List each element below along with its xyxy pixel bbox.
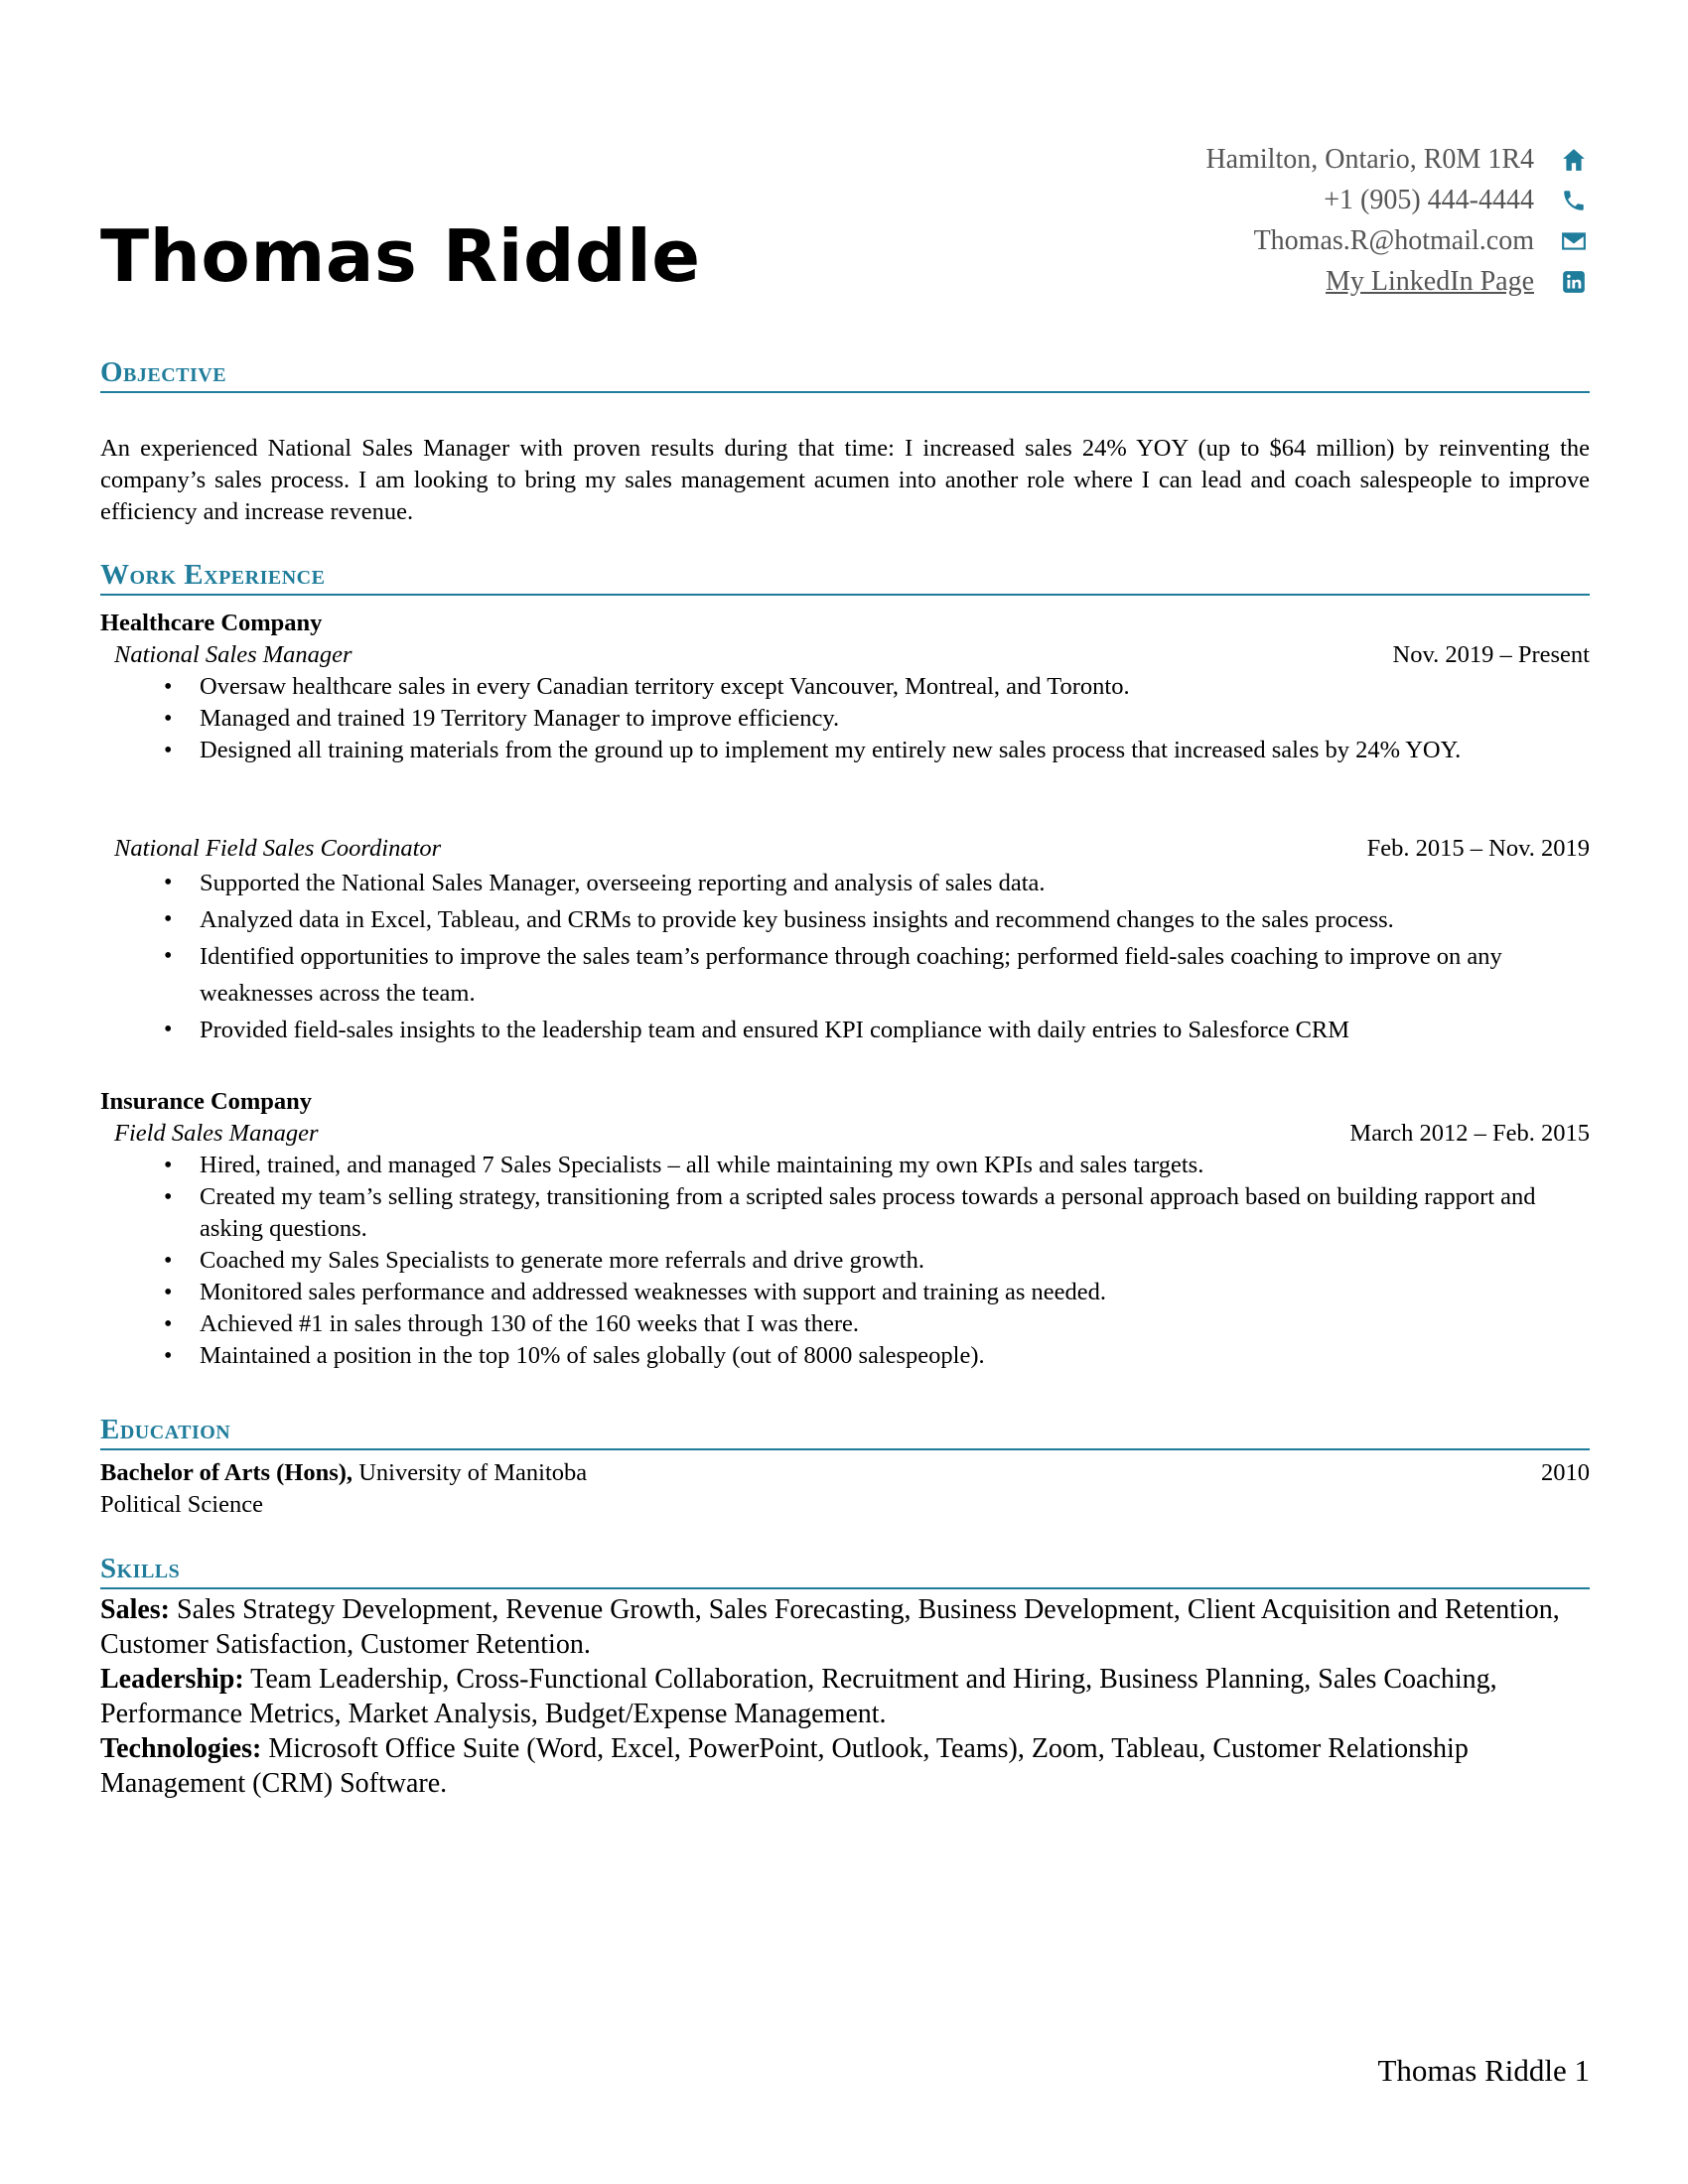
insurance-experience — [100, 1086, 1590, 1372]
skills-leadership-label: Leadership: — [100, 1664, 244, 1695]
company-name: Healthcare Company — [100, 610, 323, 636]
skills-list — [100, 1592, 1590, 1801]
contact-email[interactable] — [994, 220, 1590, 261]
contact-block — [994, 139, 1590, 302]
list-item: • Achieved #1 in sales through 130 of the 160 weeks that I was there. — [100, 1308, 1590, 1340]
list-item: • Oversaw healthcare sales in every Canadian territory except Vancouver, Montreal, and Toronto. — [100, 671, 1590, 703]
skills-sales-text: Sales Strategy Development, Revenue Growth, Sales Forecasting, Business Development, Client Acquisition and Retention, Customer Satisfaction, Customer Retention. — [100, 1594, 1560, 1660]
skills-sales — [100, 1592, 1590, 1662]
skills-technologies — [100, 1731, 1590, 1801]
list-item: • Analyzed data in Excel, Tableau, and CRMs to provide key business insights and recommend changes to the sales process. — [100, 901, 1590, 938]
address-text: Hamilton, Ontario, R0M 1R4 — [1205, 143, 1534, 175]
role-dates: Nov. 2019 – Present — [1392, 641, 1590, 668]
contact-phone — [994, 180, 1590, 220]
company-name: Insurance Company — [100, 1088, 313, 1115]
skills-technologies-label: Technologies: — [100, 1733, 262, 1764]
role-title: National Field Sales Coordinator — [114, 835, 442, 862]
major: Political Science — [100, 1491, 263, 1518]
page-footer: Thomas Riddle 1 — [1377, 2053, 1590, 2088]
role-title: National Sales Manager — [114, 641, 352, 668]
email-icon — [1558, 225, 1590, 257]
phone-icon — [1558, 185, 1590, 216]
linkedin-icon — [1558, 266, 1590, 298]
list-item: • Provided field-sales insights to the leadership team and ensured KPI compliance with daily entries to Salesforce CRM — [100, 1012, 1590, 1048]
bullet-list — [100, 671, 1590, 766]
healthcare-role-2 — [100, 833, 1590, 1048]
graduation-year: 2010 — [1541, 1459, 1590, 1486]
list-item: • Coached my Sales Specialists to generate more referrals and drive growth. — [100, 1245, 1590, 1277]
role-dates: Feb. 2015 – Nov. 2019 — [1366, 835, 1590, 862]
list-item: • Designed all training materials from the ground up to implement my entirely new sales process that increased sales by 24% YOY. — [100, 735, 1590, 766]
role-dates: March 2012 – Feb. 2015 — [1349, 1120, 1590, 1147]
objective-heading: Objective — [100, 355, 1590, 393]
degree-school — [100, 1457, 587, 1489]
role-line — [100, 1118, 1590, 1150]
candidate-name: Thomas Riddle — [100, 214, 701, 298]
list-item: • Managed and trained 19 Territory Manager to improve efficiency. — [100, 703, 1590, 735]
resume-page — [100, 0, 1590, 2184]
home-icon — [1558, 144, 1590, 176]
list-item: • Supported the National Sales Manager, overseeing reporting and analysis of sales data. — [100, 865, 1590, 901]
degree-name: Bachelor of Arts (Hons), — [100, 1459, 353, 1486]
bullet-list — [100, 865, 1590, 1048]
email-text[interactable]: Thomas.R@hotmail.com — [1253, 224, 1534, 256]
skills-sales-label: Sales: — [100, 1594, 170, 1625]
degree-line — [100, 1457, 1590, 1489]
role-line — [100, 833, 1590, 865]
contact-linkedin[interactable] — [994, 261, 1590, 302]
list-item: • Maintained a position in the top 10% of sales globally (out of 8000 salespeople). — [100, 1340, 1590, 1372]
bullet-list — [100, 1150, 1590, 1372]
skills-technologies-text: Microsoft Office Suite (Word, Excel, PowerPoint, Outlook, Teams), Zoom, Tableau, Customer Relationship Management (CRM) Software. — [100, 1733, 1469, 1799]
skills-leadership — [100, 1662, 1590, 1731]
education-entry — [100, 1457, 1590, 1521]
list-item: • Hired, trained, and managed 7 Sales Specialists – all while maintaining my own KPIs and sales targets. — [100, 1150, 1590, 1181]
objective-text: An experienced National Sales Manager with proven results during that time: I increased sales 24% YOY (up to $64 million) by reinventing the company’s sales process. I am looking to bring my sales management acumen into another role where I can lead and coach salespeople to improve efficiency and increase revenue. — [100, 435, 1590, 525]
role-title: Field Sales Manager — [114, 1120, 319, 1147]
education-heading: Education — [100, 1413, 1590, 1450]
phone-text: +1 (905) 444-4444 — [1324, 184, 1534, 215]
list-item: • Identified opportunities to improve the sales team’s performance through coaching; performed field-sales coaching to improve on any weaknesses across the team. — [100, 938, 1590, 1012]
skills-leadership-text: Team Leadership, Cross-Functional Collaboration, Recruitment and Hiring, Business Planning, Sales Coaching, Performance Metrics, Market Analysis, Budget/Expense Management. — [100, 1664, 1497, 1729]
school-name: University of Manitoba — [352, 1459, 588, 1486]
healthcare-experience — [100, 608, 1590, 766]
list-item: • Monitored sales performance and addressed weaknesses with support and training as needed. — [100, 1277, 1590, 1308]
linkedin-link[interactable]: My LinkedIn Page — [1326, 265, 1534, 297]
work-experience-heading: Work Experience — [100, 558, 1590, 596]
list-item: • Created my team’s selling strategy, transitioning from a scripted sales process towards a personal approach based on building rapport and asking questions. — [100, 1181, 1590, 1245]
role-line — [100, 639, 1590, 671]
contact-address — [994, 139, 1590, 180]
skills-heading: Skills — [100, 1552, 1590, 1589]
